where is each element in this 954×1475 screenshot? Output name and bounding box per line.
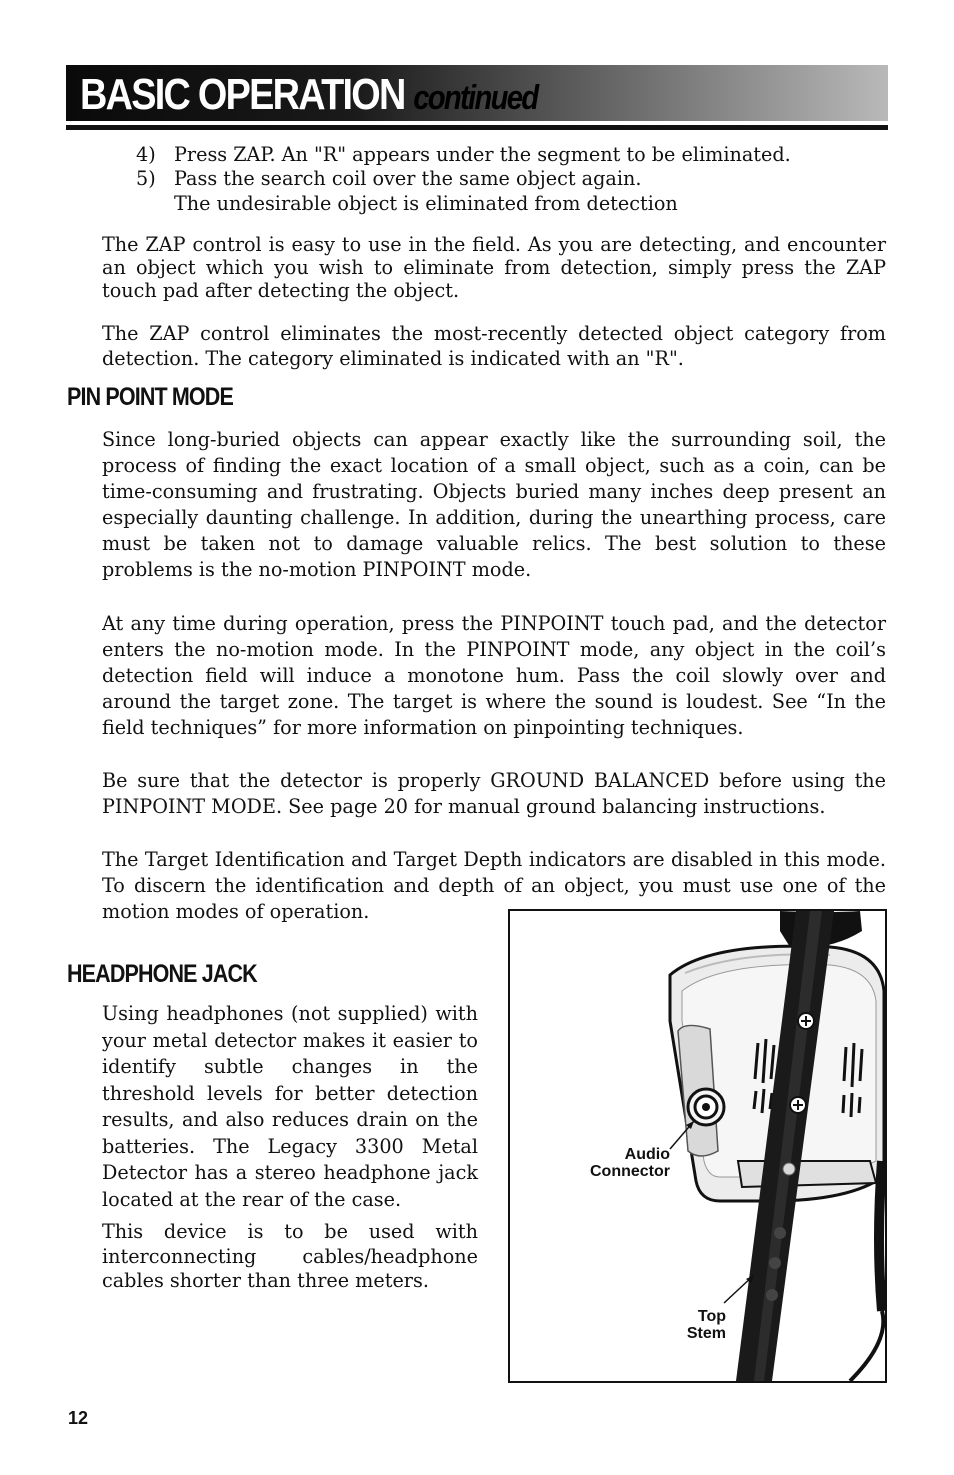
step-number: 4) <box>136 143 156 166</box>
step-5-continuation <box>136 192 678 216</box>
page-title-main: BASIC OPERATION <box>80 70 405 119</box>
pinpoint-paragraph-2: At any time during operation, press the PINPOINT touch pad, and the detector enters the no-motion mode. In the PINPOINT mode, any object in the coil’s detection field will induce a monotone hum. Pass the coil slowly over and around the target zone. The target is where the sound is loudest. See “In the field techniques” for more information on pinpointing techniques. <box>102 612 886 739</box>
audio-connector-label-line1: Audio <box>624 1146 670 1163</box>
pinpoint-heading: PIN POINT MODE <box>67 383 233 411</box>
header-rule <box>66 125 888 130</box>
headphone-paragraph-2: This device is to be used with interconnecting cables/headphone cables shorter than three meters. <box>102 1220 478 1292</box>
top-stem-label-line2: Stem <box>686 1325 726 1342</box>
headphone-paragraph-1: Using headphones (not supplied) with your metal detector makes it easier to identify subtle changes in the threshold levels for better detection results, and also reduces drain on the batteries. The Legacy 3300 Metal Detector has a stereo headphone jack located at the rear of the case. <box>102 1002 478 1211</box>
step-text: Press ZAP. An "R" appears under the segment to be eliminated. <box>174 143 791 166</box>
pinpoint-paragraph-3: Be sure that the detector is properly GROUND BALANCED before using the PINPOINT MODE. See page 20 for manual ground balancing instructions. <box>102 769 886 818</box>
step-5 <box>136 167 641 191</box>
zap-paragraph-2: The ZAP control eliminates the most-recently detected object category from detection. The category eliminated is indicated with an "R". <box>102 322 886 370</box>
stem-hole <box>774 1227 786 1239</box>
pinpoint-paragraph-4: The Target Identification and Target Depth indicators are disabled in this mode. To discern the identification and depth of an object, you must use one of the motion modes of operation. <box>102 848 886 923</box>
page-title <box>80 70 537 120</box>
stem-hole <box>769 1257 781 1269</box>
step-text: The undesirable object is eliminated from detection <box>174 192 678 215</box>
detector-illustration <box>508 909 887 1383</box>
coil-cable-tail <box>850 1311 883 1381</box>
top-stem-label-line1: Top <box>697 1308 726 1325</box>
stem-hole <box>766 1289 778 1301</box>
page-title-continued: continued <box>413 79 538 117</box>
headphone-heading: HEADPHONE JACK <box>67 960 257 988</box>
coil-cable <box>879 1161 882 1311</box>
stem-button <box>783 1163 795 1175</box>
audio-connector-label-line2: Connector <box>590 1163 670 1180</box>
step-4 <box>136 143 791 167</box>
zap-paragraph-1: The ZAP control is easy to use in the field. As you are detecting, and encounter an object which you wish to eliminate from detection, simply press the ZAP touch pad after detecting the object. <box>102 233 886 302</box>
step-number: 5) <box>136 167 156 190</box>
detector-drawing <box>510 911 885 1381</box>
step-text: Pass the search coil over the same object again. <box>174 167 642 190</box>
pinpoint-paragraph-1: Since long-buried objects can appear exactly like the surrounding soil, the process of finding the exact location of a small object, such as a coin, can be time-consuming and frustrating. Objects buried many inches deep present an especially daunting challenge. In addition, during the unearthing process, care must be taken not to damage valuable relics. The best solution to these problems is the no-motion PINPOINT mode. <box>102 428 886 581</box>
audio-connector-hole <box>702 1103 710 1111</box>
page-number: 12 <box>68 1408 89 1428</box>
housing-lip <box>738 1161 876 1187</box>
